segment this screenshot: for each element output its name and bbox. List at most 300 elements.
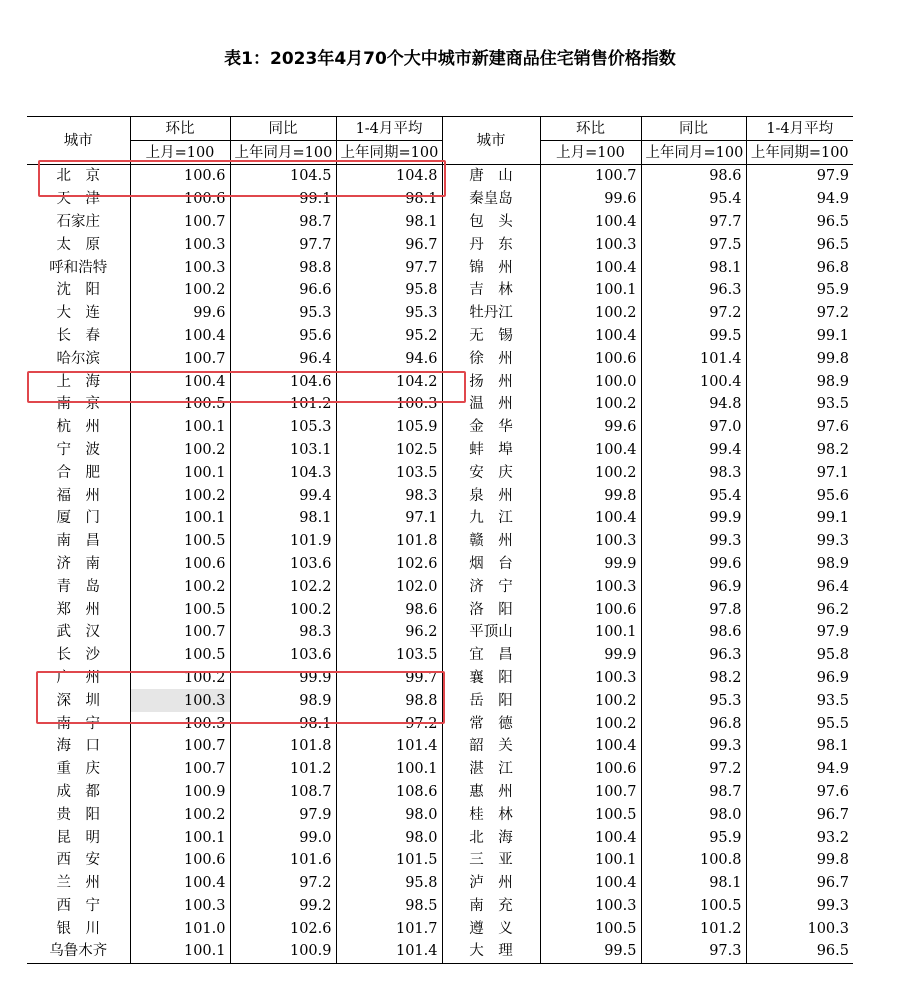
yoy-right-cell: 96.9: [641, 575, 746, 598]
city-left-cell: 西 宁: [56, 897, 100, 914]
table-row: [27, 917, 853, 940]
mom-right-cell: 100.4: [540, 872, 641, 895]
avg-left-cell: 101.8: [336, 530, 442, 553]
table-row: [27, 940, 853, 963]
city-right-cell: 吉 林: [442, 279, 540, 302]
city-left-cell: 西 安: [56, 852, 100, 869]
avg-right-cell: 94.9: [746, 758, 853, 781]
table-row: [27, 667, 853, 690]
table-row: [27, 575, 853, 598]
table-row: [27, 233, 853, 256]
avg-left-cell: 101.4: [336, 940, 442, 963]
city-left-cell: 北 京: [27, 165, 130, 188]
yoy-header-right: 同比: [641, 117, 746, 141]
yoy-right-cell: 95.4: [641, 188, 746, 211]
mom-right-cell: 100.4: [540, 507, 641, 530]
yoy-right-cell: 98.0: [641, 803, 746, 826]
avg-right-cell: 97.9: [746, 165, 853, 188]
table-row: [27, 461, 853, 484]
yoy-right-cell: 98.1: [641, 256, 746, 279]
table-row: [27, 370, 853, 393]
mom-left-cell: 100.6: [130, 188, 230, 211]
mom-left-cell: 100.7: [130, 211, 230, 234]
yoy-right-cell: 100.4: [641, 370, 746, 393]
yoy-right-cell: 98.6: [641, 165, 746, 188]
avg-right-cell: 99.3: [746, 895, 853, 918]
yoy-left-cell: 104.3: [230, 461, 336, 484]
city-right-cell: 赣 州: [442, 530, 540, 553]
city-right-cell: 岳 阳: [442, 689, 540, 712]
mom-right-cell: 100.0: [540, 370, 641, 393]
city-right-cell: 平顶山: [442, 621, 540, 644]
mom-right-cell: 100.6: [540, 758, 641, 781]
yoy-right-cell: 98.2: [641, 667, 746, 690]
avg-left-cell: 101.5: [336, 849, 442, 872]
city-right-cell: 安 庆: [442, 461, 540, 484]
city-right-cell: 遵 义: [442, 917, 540, 940]
table-row: [27, 803, 853, 826]
yoy-right-cell: 97.7: [641, 211, 746, 234]
mom-base-right: 上月=100: [540, 141, 641, 165]
mom-right-cell: 100.3: [540, 667, 641, 690]
yoy-right-cell: 96.3: [641, 644, 746, 667]
mom-right-cell: 99.9: [540, 644, 641, 667]
city-right-cell: 三 亚: [442, 849, 540, 872]
avg-left-cell: 98.3: [336, 484, 442, 507]
avg-right-cell: 97.1: [746, 461, 853, 484]
avg-right-cell: 95.5: [746, 712, 853, 735]
city-left-cell: 海 口: [56, 738, 100, 755]
mom-left-cell: 100.6: [130, 553, 230, 576]
city-right-cell: 金 华: [442, 416, 540, 439]
table-row: [27, 895, 853, 918]
city-left-cell: 厦 门: [56, 510, 100, 527]
yoy-left-cell: 103.6: [230, 644, 336, 667]
table-title: 表1：2023年4月70个大中城市新建商品住宅销售价格指数: [224, 49, 676, 69]
mom-right-cell: 100.2: [540, 689, 641, 712]
yoy-left-cell: 96.4: [230, 347, 336, 370]
mom-right-cell: 99.6: [540, 188, 641, 211]
mom-right-cell: 99.9: [540, 553, 641, 576]
yoy-right-cell: 96.8: [641, 712, 746, 735]
mom-left-cell: 100.6: [130, 165, 230, 188]
avg-left-cell: 100.1: [336, 758, 442, 781]
yoy-left-cell: 98.1: [230, 712, 336, 735]
city-right-cell: 唐 山: [442, 165, 540, 188]
yoy-right-cell: 99.6: [641, 553, 746, 576]
mom-left-cell: 100.2: [130, 279, 230, 302]
city-right-cell: 蚌 埠: [442, 439, 540, 462]
yoy-left-cell: 101.6: [230, 849, 336, 872]
avg-right-cell: 98.9: [746, 370, 853, 393]
yoy-left-cell: 102.2: [230, 575, 336, 598]
avg-header-right: 1-4月平均: [746, 117, 853, 141]
yoy-right-cell: 100.5: [641, 895, 746, 918]
yoy-left-cell: 95.3: [230, 302, 336, 325]
avg-header-left: 1-4月平均: [336, 117, 442, 141]
yoy-right-cell: 97.2: [641, 758, 746, 781]
table-row: [27, 598, 853, 621]
yoy-left-cell: 97.7: [230, 233, 336, 256]
avg-left-cell: 101.4: [336, 735, 442, 758]
mom-left-cell: 100.1: [130, 826, 230, 849]
yoy-left-cell: 99.2: [230, 895, 336, 918]
mom-left-cell: 100.6: [130, 849, 230, 872]
table-row: [27, 416, 853, 439]
city-left-cell: 天 津: [56, 191, 100, 208]
table-body: [27, 165, 853, 964]
yoy-left-cell: 105.3: [230, 416, 336, 439]
city-left-cell: 青 岛: [56, 578, 100, 595]
city-right-cell: 秦皇岛: [442, 188, 540, 211]
avg-left-cell: 96.2: [336, 621, 442, 644]
mom-left-cell: 100.2: [130, 439, 230, 462]
avg-left-cell: 98.0: [336, 803, 442, 826]
yoy-right-cell: 97.2: [641, 302, 746, 325]
city-left-cell: 济 南: [56, 555, 100, 572]
table-row: [27, 826, 853, 849]
yoy-right-cell: 95.4: [641, 484, 746, 507]
avg-right-cell: 93.5: [746, 689, 853, 712]
yoy-left-cell: 103.6: [230, 553, 336, 576]
yoy-right-cell: 98.3: [641, 461, 746, 484]
mom-right-cell: 100.1: [540, 621, 641, 644]
mom-left-cell: 100.1: [130, 416, 230, 439]
city-left-cell: 宁 波: [56, 441, 100, 458]
table-row: [27, 872, 853, 895]
city-left-cell: 深 圳: [56, 692, 100, 709]
city-left-cell: 郑 州: [56, 601, 100, 618]
city-right-cell: 包 头: [442, 211, 540, 234]
city-right-cell: 丹 东: [442, 233, 540, 256]
avg-left-cell: 103.5: [336, 644, 442, 667]
avg-right-cell: 96.5: [746, 233, 853, 256]
city-right-cell: 温 州: [442, 393, 540, 416]
table-row: [27, 279, 853, 302]
yoy-left-cell: 98.1: [230, 507, 336, 530]
table-row: [27, 256, 853, 279]
avg-right-cell: 98.1: [746, 735, 853, 758]
mom-right-cell: 100.2: [540, 712, 641, 735]
avg-right-cell: 96.8: [746, 256, 853, 279]
avg-left-cell: 97.2: [336, 712, 442, 735]
avg-left-cell: 98.6: [336, 598, 442, 621]
avg-right-cell: 95.6: [746, 484, 853, 507]
city-right-cell: 常 德: [442, 712, 540, 735]
yoy-left-cell: 99.4: [230, 484, 336, 507]
city-right-cell: 无 锡: [442, 325, 540, 348]
header-row-2: [27, 141, 853, 165]
mom-left-cell: 100.4: [130, 872, 230, 895]
mom-left-cell: 100.5: [130, 393, 230, 416]
yoy-left-cell: 101.9: [230, 530, 336, 553]
city-right-cell: 大 理: [442, 940, 540, 963]
city-right-cell: 桂 林: [442, 803, 540, 826]
avg-base-right: 上年同期=100: [746, 141, 853, 165]
yoy-left-cell: 100.9: [230, 940, 336, 963]
mom-right-cell: 100.5: [540, 917, 641, 940]
mom-left-cell: 100.7: [130, 758, 230, 781]
avg-left-cell: 98.1: [336, 188, 442, 211]
avg-left-cell: 98.8: [336, 689, 442, 712]
yoy-left-cell: 99.9: [230, 667, 336, 690]
yoy-right-cell: 98.6: [641, 621, 746, 644]
mom-right-cell: 100.7: [540, 781, 641, 804]
mom-right-cell: 99.8: [540, 484, 641, 507]
mom-left-cell: 99.6: [130, 302, 230, 325]
city-left-cell: 银 川: [56, 920, 100, 937]
avg-left-cell: 97.1: [336, 507, 442, 530]
yoy-left-cell: 103.1: [230, 439, 336, 462]
city-left-cell: 哈尔滨: [56, 350, 100, 367]
avg-right-cell: 95.9: [746, 279, 853, 302]
city-right-cell: 烟 台: [442, 553, 540, 576]
mom-left-cell: 100.1: [130, 940, 230, 963]
city-left-cell: 南 宁: [56, 715, 100, 732]
yoy-left-cell: 97.2: [230, 872, 336, 895]
avg-right-cell: 97.9: [746, 621, 853, 644]
avg-right-cell: 99.8: [746, 849, 853, 872]
avg-right-cell: 94.9: [746, 188, 853, 211]
mom-right-cell: 100.7: [540, 165, 641, 188]
yoy-left-cell: 96.6: [230, 279, 336, 302]
city-right-cell: 襄 阳: [442, 667, 540, 690]
avg-left-cell: 99.7: [336, 667, 442, 690]
price-index-table: [27, 116, 853, 964]
mom-left-cell: 100.2: [130, 803, 230, 826]
mom-header-left: 环比: [130, 117, 230, 141]
avg-right-cell: 100.3: [746, 917, 853, 940]
city-right-cell: 北 海: [442, 826, 540, 849]
mom-right-cell: 100.1: [540, 279, 641, 302]
avg-left-cell: 102.6: [336, 553, 442, 576]
mom-right-cell: 100.4: [540, 439, 641, 462]
yoy-right-cell: 98.1: [641, 872, 746, 895]
yoy-right-cell: 95.3: [641, 689, 746, 712]
avg-right-cell: 96.7: [746, 872, 853, 895]
city-right-cell: 徐 州: [442, 347, 540, 370]
yoy-left-cell: 101.2: [230, 758, 336, 781]
city-right-cell: 湛 江: [442, 758, 540, 781]
mom-left-cell: 100.5: [130, 644, 230, 667]
table-row: [27, 758, 853, 781]
table-row: [27, 530, 853, 553]
city-header-left: 城市: [27, 117, 130, 165]
mom-left-cell: 100.4: [130, 325, 230, 348]
avg-left-cell: 98.1: [336, 211, 442, 234]
avg-left-cell: 95.2: [336, 325, 442, 348]
yoy-left-cell: 98.3: [230, 621, 336, 644]
mom-right-cell: 100.5: [540, 803, 641, 826]
mom-right-cell: 100.3: [540, 895, 641, 918]
yoy-right-cell: 97.8: [641, 598, 746, 621]
mom-left-cell: 100.3: [130, 689, 230, 712]
avg-right-cell: 99.3: [746, 530, 853, 553]
mom-left-cell: 100.5: [130, 598, 230, 621]
mom-left-cell: 100.3: [130, 712, 230, 735]
yoy-right-cell: 97.5: [641, 233, 746, 256]
city-right-cell: 南 充: [442, 895, 540, 918]
avg-right-cell: 99.1: [746, 325, 853, 348]
city-left-cell: 重 庆: [56, 761, 100, 778]
avg-right-cell: 98.2: [746, 439, 853, 462]
mom-right-cell: 99.5: [540, 940, 641, 963]
avg-right-cell: 95.8: [746, 644, 853, 667]
yoy-left-cell: 98.9: [230, 689, 336, 712]
avg-right-cell: 93.2: [746, 826, 853, 849]
mom-left-cell: 101.0: [130, 917, 230, 940]
avg-right-cell: 96.2: [746, 598, 853, 621]
mom-right-cell: 100.6: [540, 347, 641, 370]
city-right-cell: 惠 州: [442, 781, 540, 804]
avg-left-cell: 102.5: [336, 439, 442, 462]
mom-left-cell: 100.2: [130, 484, 230, 507]
city-right-cell: 牡丹江: [442, 302, 540, 325]
table-row: [27, 325, 853, 348]
mom-left-cell: 100.4: [130, 370, 230, 393]
yoy-left-cell: 98.8: [230, 256, 336, 279]
yoy-left-cell: 108.7: [230, 781, 336, 804]
table-row: [27, 621, 853, 644]
mom-left-cell: 100.9: [130, 781, 230, 804]
table-row: [27, 188, 853, 211]
avg-left-cell: 103.5: [336, 461, 442, 484]
city-left-cell: 上 海: [56, 373, 100, 390]
city-left-cell: 太 原: [56, 236, 100, 253]
mom-right-cell: 99.6: [540, 416, 641, 439]
yoy-right-cell: 99.3: [641, 735, 746, 758]
avg-right-cell: 93.5: [746, 393, 853, 416]
yoy-left-cell: 104.6: [230, 370, 336, 393]
avg-left-cell: 104.8: [336, 165, 442, 188]
yoy-right-cell: 100.8: [641, 849, 746, 872]
avg-left-cell: 96.7: [336, 233, 442, 256]
avg-left-cell: 95.8: [336, 279, 442, 302]
avg-right-cell: 97.6: [746, 781, 853, 804]
avg-base-left: 上年同期=100: [336, 141, 442, 165]
avg-left-cell: 97.7: [336, 256, 442, 279]
yoy-base-left: 上年同月=100: [230, 141, 336, 165]
mom-right-cell: 100.2: [540, 393, 641, 416]
city-right-cell: 洛 阳: [442, 598, 540, 621]
table-row: [27, 211, 853, 234]
yoy-left-cell: 104.5: [230, 165, 336, 188]
yoy-left-cell: 101.8: [230, 735, 336, 758]
mom-left-cell: 100.3: [130, 895, 230, 918]
avg-right-cell: 99.8: [746, 347, 853, 370]
yoy-right-cell: 96.3: [641, 279, 746, 302]
mom-right-cell: 100.4: [540, 256, 641, 279]
mom-left-cell: 100.1: [130, 461, 230, 484]
yoy-header-left: 同比: [230, 117, 336, 141]
avg-left-cell: 108.6: [336, 781, 442, 804]
city-left-cell: 武 汉: [56, 624, 100, 641]
avg-right-cell: 96.4: [746, 575, 853, 598]
avg-right-cell: 96.5: [746, 211, 853, 234]
mom-right-cell: 100.3: [540, 233, 641, 256]
city-right-cell: 韶 关: [442, 735, 540, 758]
city-left-cell: 长 春: [56, 327, 100, 344]
mom-left-cell: 100.7: [130, 735, 230, 758]
yoy-right-cell: 101.4: [641, 347, 746, 370]
city-right-cell: 泸 州: [442, 872, 540, 895]
city-right-cell: 宜 昌: [442, 644, 540, 667]
table-row: [27, 781, 853, 804]
table-row: [27, 484, 853, 507]
yoy-right-cell: 97.3: [641, 940, 746, 963]
mom-left-cell: 100.2: [130, 667, 230, 690]
city-right-cell: 锦 州: [442, 256, 540, 279]
yoy-left-cell: 99.1: [230, 188, 336, 211]
header-row-1: [27, 117, 853, 141]
city-right-cell: 济 宁: [442, 575, 540, 598]
yoy-left-cell: 95.6: [230, 325, 336, 348]
city-left-cell: 呼和浩特: [49, 259, 108, 276]
table-row: [27, 553, 853, 576]
avg-left-cell: 95.8: [336, 872, 442, 895]
mom-right-cell: 100.2: [540, 461, 641, 484]
city-left-cell: 合 肥: [56, 464, 100, 481]
mom-left-cell: 100.7: [130, 621, 230, 644]
yoy-left-cell: 101.2: [230, 393, 336, 416]
yoy-left-cell: 98.7: [230, 211, 336, 234]
mom-left-cell: 100.1: [130, 507, 230, 530]
avg-right-cell: 96.7: [746, 803, 853, 826]
avg-left-cell: 100.3: [336, 393, 442, 416]
avg-left-cell: 98.5: [336, 895, 442, 918]
yoy-right-cell: 99.3: [641, 530, 746, 553]
table-row: [27, 735, 853, 758]
mom-base-left: 上月=100: [130, 141, 230, 165]
mom-right-cell: 100.4: [540, 325, 641, 348]
mom-right-cell: 100.4: [540, 211, 641, 234]
city-left-cell: 兰 州: [56, 875, 100, 892]
yoy-right-cell: 99.4: [641, 439, 746, 462]
avg-left-cell: 98.0: [336, 826, 442, 849]
yoy-left-cell: 100.2: [230, 598, 336, 621]
mom-left-cell: 100.7: [130, 347, 230, 370]
yoy-right-cell: 101.2: [641, 917, 746, 940]
city-left-cell: 成 都: [56, 783, 100, 800]
city-left-cell: 南 昌: [56, 533, 100, 550]
avg-right-cell: 97.2: [746, 302, 853, 325]
mom-right-cell: 100.6: [540, 598, 641, 621]
avg-left-cell: 94.6: [336, 347, 442, 370]
avg-left-cell: 95.3: [336, 302, 442, 325]
table-row: [27, 849, 853, 872]
city-left-cell: 大 连: [56, 305, 100, 322]
mom-header-right: 环比: [540, 117, 641, 141]
avg-left-cell: 104.2: [336, 370, 442, 393]
mom-left-cell: 100.3: [130, 256, 230, 279]
table-row: [27, 712, 853, 735]
mom-right-cell: 100.3: [540, 575, 641, 598]
city-header-right: 城市: [442, 117, 540, 165]
city-left-cell: 长 沙: [56, 647, 100, 664]
yoy-left-cell: 99.0: [230, 826, 336, 849]
avg-right-cell: 98.9: [746, 553, 853, 576]
yoy-left-cell: 97.9: [230, 803, 336, 826]
yoy-right-cell: 99.9: [641, 507, 746, 530]
mom-left-cell: 100.2: [130, 575, 230, 598]
table-row: [27, 302, 853, 325]
yoy-right-cell: 99.5: [641, 325, 746, 348]
city-left-cell: 石家庄: [56, 213, 100, 230]
avg-right-cell: 96.5: [746, 940, 853, 963]
avg-right-cell: 96.9: [746, 667, 853, 690]
city-left-cell: 福 州: [56, 487, 100, 504]
mom-left-cell: 100.3: [130, 233, 230, 256]
